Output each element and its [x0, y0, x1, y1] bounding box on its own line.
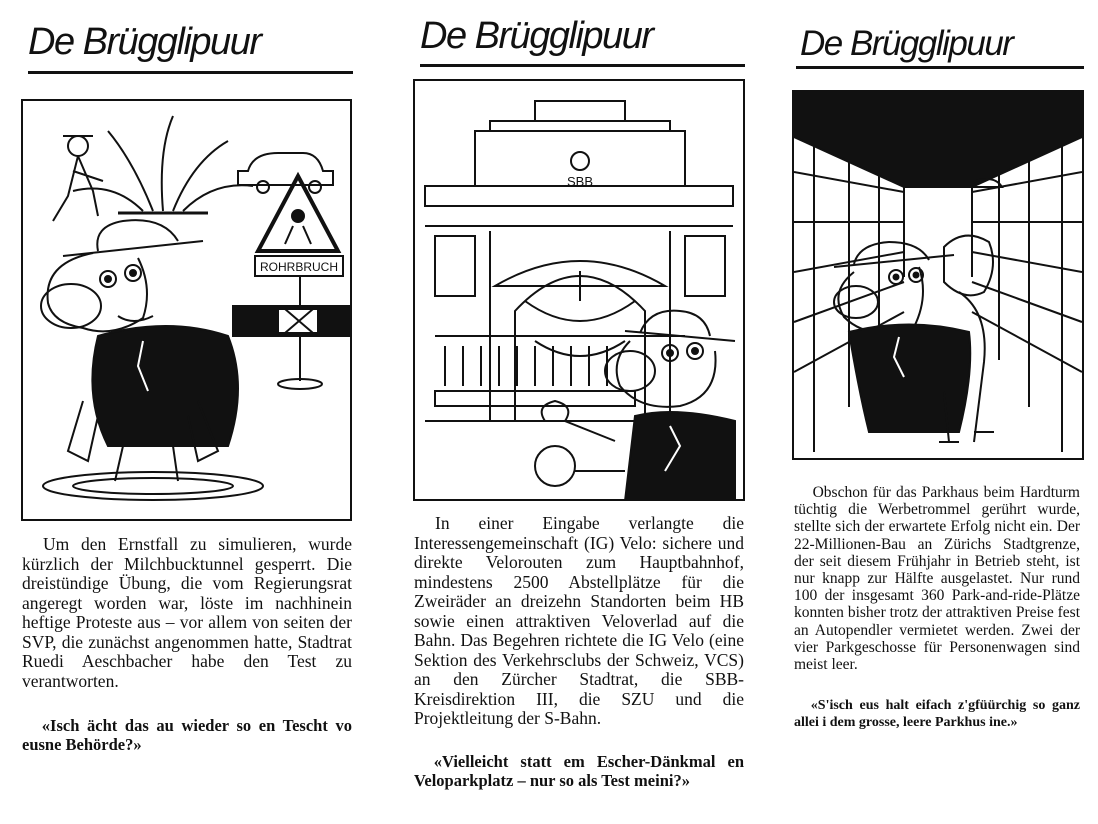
cartoon-illustration — [413, 79, 745, 501]
column-milchbucktunnel — [18, 0, 358, 824]
cartoon-drawing — [23, 101, 350, 519]
cartoon-drawing — [415, 81, 743, 499]
cartoon-illustration — [21, 99, 352, 521]
sbb-sign-label: SBB — [566, 174, 594, 189]
column-heading: De Brügglipuur — [28, 21, 261, 63]
article-body: In einer Eingabe verlangte die Interessengemeinschaft (IG) Velo: sichere und direkte Velorouten zum Hauptbahnhof, mindestens 2500 Abstellplätze für die Zweiräder an dreizehn Standorten beim HB sowie einen attraktiven Veloverlad auf die Bahn. Das Begehren richtete die IG Velo (eine Sektion des Verkehrsclubs der Schweiz, VCS) an den Zürcher Stadtrat, die SBB-Kreisdirektion III, die SZU und die Projektleitung der S-Bahn. — [414, 513, 744, 728]
heading-rule — [796, 66, 1084, 69]
article-body: Obschon für das Parkhaus beim Hardturm tüchtig die Werbetrommel gerührt wurde, stellte sich der erwartete Erfolg nicht ein. Der 22-Millionen-Bau an Zürichs Stadtgrenze, der seit diesem Frühjahr in Betrieb steht, ist nur knapp zur Hälfte ausgelastet. Nur rund 100 der insgesamt 360 Park-and-ride-Plätze konnten bisher trotz der attraktiven Preise fest an Autopendler vermietet werden. Zwei der vier Parkgeschosse für Personenwagen sind meist leer. — [794, 484, 1080, 674]
heading-rule — [420, 64, 745, 67]
article-quote: «Vielleicht statt em Escher-Dänkmal en Veloparkplatz – nur so als Test meini?» — [414, 752, 744, 790]
column-heading: De Brügglipuur — [420, 15, 653, 57]
column-velo — [410, 0, 746, 824]
cartoon-drawing — [794, 92, 1082, 458]
column-parkhaus — [790, 0, 1082, 824]
column-heading: De Brügglipuur — [800, 24, 1013, 63]
rohrbruch-sign-label: ROHRBRUCH — [260, 260, 338, 274]
article-quote: «S'isch eus halt eifach z'gfüürchig so ganz allei i dem grosse, leere Parkhus ine.» — [794, 698, 1080, 730]
article-quote: «Isch ächt das au wieder so en Tescht vo eusne Behörde?» — [22, 716, 352, 754]
article-body: Um den Ernstfall zu simulieren, wurde kürzlich der Milchbucktunnel gesperrt. Die dreistündige Übung, die vom Regierungsrat angeregt worden war, löste im nachhinein heftige Proteste aus – vor allem von seiten der SVP, die zunächst angenommen hatte, Stadtrat Ruedi Aeschbacher habe den Test zu verantworten. — [22, 534, 352, 691]
heading-rule — [28, 71, 353, 74]
cartoon-illustration — [792, 90, 1084, 460]
